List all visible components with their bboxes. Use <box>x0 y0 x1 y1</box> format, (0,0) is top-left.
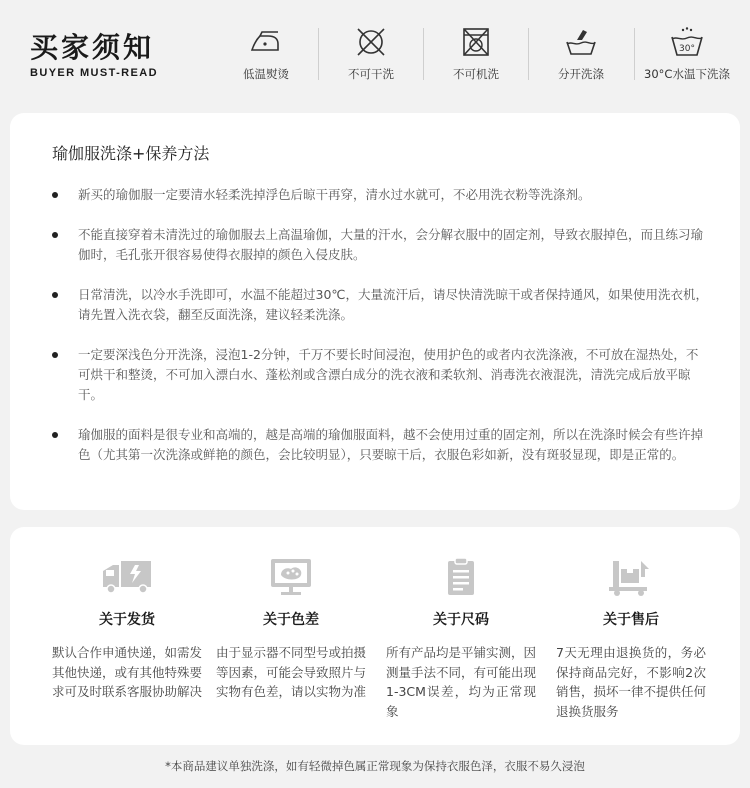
care-label: 分开洗涤 <box>558 67 604 81</box>
divider <box>528 28 529 80</box>
clipboard-icon <box>433 557 489 597</box>
service-title: 关于尺码 <box>433 612 489 628</box>
service-after-sales <box>556 557 706 721</box>
care-label: 不可干洗 <box>348 67 394 81</box>
divider <box>634 28 635 80</box>
tip-item <box>52 345 708 405</box>
care-item-no-dry-clean <box>321 26 421 82</box>
care-label: 30°C水温下洗涤 <box>644 67 730 81</box>
tip-text: 一定要深浅色分开洗涤，浸泡1-2分钟，千万不要长时间浸泡，使用护色的或者内衣洗涤液，不可放在湿热处，不可烘干和整烫，不可加入漂白水、蓬松剂或含漂白成分的洗衣液和柔软剂、消毒洗衣液混洗，清洗完成后放平晾干。 <box>78 347 699 402</box>
wash-method-card <box>10 113 740 510</box>
service-title: 关于发货 <box>99 612 155 628</box>
delivery-truck-icon <box>99 557 155 597</box>
care-item-no-machine-wash <box>426 26 526 82</box>
title-en: BUYER MUST-READ <box>30 67 158 79</box>
divider <box>423 28 424 80</box>
care-label: 不可机洗 <box>453 67 499 81</box>
care-item-wash-30 <box>637 26 737 82</box>
wash-temp-text: 30° <box>679 44 695 54</box>
bullet-icon <box>52 352 58 358</box>
tip-item <box>52 185 591 205</box>
service-shipping <box>52 557 202 702</box>
brand-title <box>30 32 158 79</box>
after-sales-icon <box>603 557 659 597</box>
service-text: 默认合作申通快递，如需发其他快递，或有其他特殊要求可及时联系客服协助解决 <box>52 645 203 699</box>
method-title: 瑜伽服洗涤+保养方法 <box>52 144 210 163</box>
title-cn: 买家须知 <box>30 31 155 64</box>
header <box>0 0 750 112</box>
wash-30-icon <box>669 26 705 58</box>
care-item-iron <box>216 26 316 82</box>
service-text: 所有产品均是平铺实测，因测量手法不同，有可能出现1-3CM误差，均为正常现象 <box>386 645 537 719</box>
service-title: 关于售后 <box>603 612 659 628</box>
service-card <box>10 527 740 745</box>
tip-text: 瑜伽服的面料是很专业和高端的，越是高端的瑜伽服面料，越不会使用过重的固定剂，所以在洗涤时候会有些许掉色（尤其第一次洗涤或鲜艳的颜色，会比较明显），只要晾干后，衣服色彩如新，没有斑驳显现，即是正常的。 <box>78 427 704 462</box>
tip-text: 日常清洗，以冷水手洗即可，水温不能超过30℃，大量流汗后，请尽快清洗晾干或者保持通风，如果使用洗衣机，请先置入洗衣袋，翻至反面洗涤，建议轻柔洗涤。 <box>78 287 708 322</box>
service-color <box>216 557 366 702</box>
no-machine-wash-icon <box>458 26 494 58</box>
hand-wash-icon <box>563 26 599 58</box>
bullet-icon <box>52 232 58 238</box>
bullet-icon <box>52 192 58 198</box>
service-text: 7天无理由退换货的，务必保持商品完好，不影响2次销售，损坏一律不提供任何退换货服务 <box>556 645 707 719</box>
care-item-hand-wash <box>531 26 631 82</box>
service-text: 由于显示器不同型号或拍摄等因素，可能会导致照片与实物有色差，请以实物为准 <box>216 645 367 699</box>
tip-item <box>52 425 708 465</box>
service-size <box>386 557 536 721</box>
tip-text: 不能直接穿着未清洗过的瑜伽服去上高温瑜伽，大量的汗水，会分解衣服中的固定剂，导致衣服掉色，而且练习瑜伽时，毛孔张开很容易使得衣服掉的颜色入侵皮肤。 <box>78 227 704 262</box>
service-title: 关于色差 <box>263 612 319 628</box>
iron-low-temp-icon <box>248 26 284 58</box>
care-label: 低温熨烫 <box>243 67 289 81</box>
tip-text: 新买的瑜伽服一定要清水轻柔洗掉浮色后晾干再穿，清水过水就可，不必用洗衣粉等洗涤剂。 <box>78 187 591 202</box>
divider <box>318 28 319 80</box>
tip-item <box>52 225 708 265</box>
bullet-icon <box>52 292 58 298</box>
bullet-icon <box>52 432 58 438</box>
tip-item <box>52 285 708 325</box>
footer-note: *本商品建议单独洗涤，如有轻微掉色属正常现象为保持衣服色泽，衣服不易久浸泡 <box>165 759 585 773</box>
no-dry-clean-icon <box>353 26 389 58</box>
monitor-icon <box>263 557 319 597</box>
